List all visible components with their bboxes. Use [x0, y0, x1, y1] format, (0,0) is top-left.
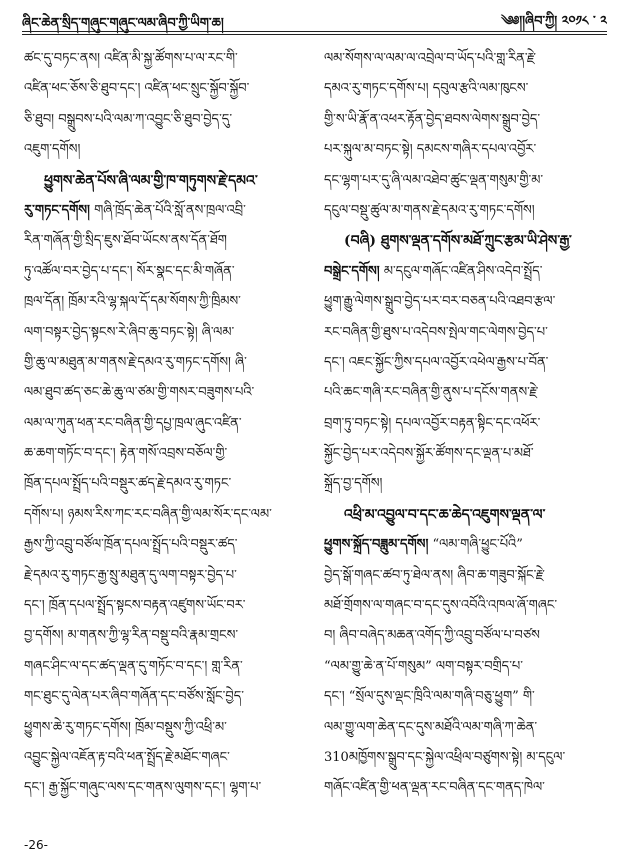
text-line: ཏུ་འཚོལ་བར་བྱེད་པ་དང་། སོར་སྣང་དང་མི་གཞོན་: [24, 263, 235, 279]
text-line: བྲག་ཏུ་བཏང་སྟེ། དཔལ་འབྱོར་བརྟན་སྟིང་དང་འཕོར་: [324, 415, 541, 431]
text-line: བྱ་དགོས། མ་གནས་ཀྱི་ལྷ་རིན་བསྡུ་བའི་རྣམ་གྲངས་: [24, 628, 239, 644]
text-line: རྒྱས་ཀྱི་འབྲུ་བཙོལ་ཁྲོན་དཔལ་སྤྲོད་པའི་བསྡུར་ཚད་: [24, 537, 238, 553]
text-line: གང་ཐུང་དུ་ལེན་པར་ཞིབ་གཞོན་དང་བཙོས་སློང་བྱེད་: [24, 689, 244, 705]
text-line: ལམ་ཐུབ་ཚད་ཅང་ཆེ་ཆུ་ལ་ཙམ་གྱི་གསར་བཟུགས་པའི་: [24, 385, 255, 401]
section-heading-continued: [24, 196, 300, 226]
text-line: དངུལ་བསྡུ་ཚུལ་མ་གནས་རྗེ་དམའ་རུ་གཏང་དགོས།: [324, 202, 535, 218]
header-rule: [22, 31, 607, 32]
text-line: པའི་ཆང་གཞི་རང་བཞིན་གྱི་ནུས་པ་དངོས་གནས་རྗེ་: [324, 385, 539, 401]
heading-number: (བཞི): [344, 233, 377, 250]
text-line: ལག་བསྟར་བྱེད་སྟངས་རེ་ཞིབ་ཆུ་བཏང་སྟེ། ཞི་ལམ་: [24, 324, 235, 340]
heading-bold-part: བསྒྲེང་དགོས།: [324, 263, 380, 279]
text-line: རང་བཞིན་གྱི་ཐུས་པ་འདེབས་སྤེལ་གང་ལེགས་བྱེད་པ་: [324, 324, 548, 340]
text-line: བྱེད་སྒོ་གཞང་ཚབ་ཏུ་ཐེལ་ནས། ཞིབ་ཆ་གཟུབ་སྐོང་རྗེ་: [324, 567, 545, 583]
page-number: -26-: [24, 838, 48, 852]
section-heading: འཕྲི་མ་འབྱུལ་བ་དང་ཆ་ཆེད་འཇུགས་ལྡན་ལ་: [344, 506, 546, 523]
heading-bold-part: ཕྱུགས་སྐྲོད་བཟླུམ་དགོས།: [324, 537, 429, 553]
text-line: དགོས་པ། ཉམས་རིས་ཀང་རང་བཞིན་གྱི་ལམ་སོར་དང་ལམ་: [24, 506, 272, 522]
text-line: མཐོ་གྲོགས་ལ་གཞང་བ་དང་དུས་འབོའི་འཁལ་ཞོ་གཞང་: [324, 598, 558, 614]
text-line: གྱི་ས་ཡི་རྣོ་ན་འཕར་རྟོན་བྱེད་ཐབས་ལེགས་སྒྲུབ་བྱེད་: [324, 111, 541, 127]
heading-text: ཐུགས་ལྡན་དགོས་མཐོ་ཀྲུང་རྩམ་ཡི་ཤེས་རྒྱ་: [380, 233, 572, 250]
text-line: བ། ཞིབ་བཞེད་མཆན་འགོད་ཀྱི་འབྲུ་བཙོལ་པ་བཙས: [324, 628, 540, 644]
text-line: རིན་གཞོན་གྱི་སྲིད་ཇུས་ཐོབ་ཡོངས་ནས་དོན་ཐོག: [24, 233, 227, 249]
header-rule-thin: [22, 34, 607, 35]
text-line: དང་། རྒྱ་སྐྱོང་གཞུང་ལས་དང་གནས་ལུགས་དང་། ལྷག་པ་: [24, 780, 262, 796]
section-heading-continued: [324, 530, 600, 560]
text-line: ཁྲལ་དོན། ཁྲོམ་རའི་ལྷ་སྐལ་དོ་དམ་སོགས་ཀྱི་ཁྲིམས་: [24, 294, 241, 310]
heading-rest: མ་དངུལ་གཞོང་འཛིན་ཤིས་འདེབ་སྤྲོད་: [379, 263, 543, 279]
text-line: དང་། “སྲོལ་དུས་ལྡང་ཁྲིའི་ལམ་གཞི་བཅུ་ཕྱུག” གི་: [324, 689, 535, 705]
text-line: ལམ་གྱུ་ལག་ཆེན་དང་དུས་མཐོའི་ལམ་གཞི་ཀ་ཆེན་: [324, 719, 538, 735]
text-line: འཇུག་དགོས།: [24, 142, 81, 158]
section-heading-continued: [324, 257, 600, 287]
heading-rest: གཞི་ཁྲོད་ཆེན་པོའི་སློ་ནས་ཁྲལ་འབྲི་: [89, 202, 246, 218]
text-line: ཚང་དུ་བཏང་ནས། འཛིན་མི་སྐྱ་ཚོགས་པ་ལ་རང་གི་: [24, 51, 238, 66]
text-line: ལམ་ལ་ཀུན་ཕན་རང་བཞིན་གྱི་དཔྱ་ཁྲལ་ཞུང་འཛིན་: [24, 415, 242, 431]
issue-label: ༄༅།།ཞིབ་ཀྱི། ༢༠༡༨ ་ ༢: [501, 14, 607, 29]
text-line: འཛིན་ཕང་ཅོས་ཅི་ཐུབ་དང་། འཛིན་ཕང་སྲུང་སྐྱོབ་སྐྱོབ་: [24, 81, 250, 97]
section-heading: ཕྱུགས་ཆེན་པོས་ཞི་ལམ་གྱི་ཁ་གཏུགས་རྗེ་དམའ་: [44, 172, 258, 189]
text-line: ཕྱུག་རྒྱུ་ལེགས་སྒྲུབ་བྱེད་པར་བར་བཅན་པའི་འཐབ་རྩལ་: [324, 294, 556, 310]
journal-title: ཞིང་ཆེན་སྲིད་གཞུང་གཞུང་ལམ་ཞིབ་ཀྱི་ཡིག་ཆ།: [22, 16, 224, 31]
heading-bold-part: རུ་གཏང་དགོས།: [24, 202, 90, 218]
text-line: དམའ་རུ་གཏང་དགོས་པ། དབུལ་རྩའི་ལམ་ཁུངས་: [324, 81, 529, 97]
text-line: དང་། འཇང་སྐྱོང་ཀྱིས་དཔལ་འབྱོར་འཕེལ་རྒྱས་པ་བོན་: [324, 354, 549, 370]
text-line: འབྱུང་སྐྱེལ་འཇོན་རྟ་བའི་ཕན་སྤྲོད་རྗེ་མཐོང་གཞང་: [24, 749, 230, 765]
text-line: ཕྱུགས་ཆེ་རུ་གཏང་དགོས། ཁྲོམ་བསྡུས་ཀྱི་འཕྲི་མ་: [24, 719, 227, 735]
text-line: པར་སྐུལ་མ་བཏང་སྟེ། དམངས་གཞིར་དཔལ་འབྱོར་: [324, 142, 537, 158]
text-line: གྱི་ཆུ་ལ་མཐུན་མ་གནས་རྗེ་དམའ་རུ་གཏང་དགོས། ཞི་: [24, 354, 247, 370]
text-line: གཞང་ཤིང་ལ་དང་ཚད་ལྡན་དུ་གཏོང་བ་དང་། གླ་རིན་: [24, 658, 243, 674]
section-heading: [324, 226, 600, 256]
right-column: [324, 44, 600, 824]
heading-rest: “ལམ་གཞི་ཕྱུང་པོའི”: [428, 537, 523, 553]
text-line: སྐྱོང་བྱེད་པར་འདེབས་སྐྱོར་ཚོགས་དང་ལྡན་པ་མཐོ་: [324, 446, 534, 462]
text-line: རྗེ་དམའ་རུ་གཏང་རྒྱ་སྲུ་མཐུན་དུ་ལག་བསྟར་བྱེད་པ་: [24, 567, 237, 583]
text-line: སྐྲོད་བྱ་དགོས།: [324, 476, 383, 492]
text-line: ཆ་ཆག་གཏོང་བ་དང་། རྟེན་གསོ་འབྲས་བཅོལ་གྱི་: [24, 446, 228, 462]
text-line: ཁྲོན་དཔལ་སྤྲོད་པའི་བསྡུར་ཚད་རྗེ་དམའ་རུ་གཏང་: [24, 476, 232, 492]
text-line: དང་ལྷག་པར་དུ་ཞི་ལམ་འཐེབ་ཚུང་ལྡན་གསུམ་གྱི་མ་: [324, 172, 544, 188]
text-line: གཞོང་འཛིན་གྱི་ཕན་ལྡན་རང་བཞིན་དང་གནད་ཁེལ་: [324, 780, 545, 796]
text-line: “ལམ་གྱུ་ཆེ་ན་པོ་གསུམ” ལག་བསྟར་བགྲིད་པ་: [324, 658, 523, 674]
text-line: ལམ་སོགས་ལ་ལམ་ལ་འབྲེལ་བ་ཡོད་པའི་གླ་རིན་རྗེ་: [324, 51, 537, 66]
text-line: དང་། ཁྲོན་དཔལ་སྤྲོད་སྟངས་བརྟན་འཛུགས་ཡོང་བར་: [24, 598, 246, 614]
left-column: [24, 44, 300, 824]
text-line: 310མཁྱོགས་སྒྲུབ་དང་སྐྱེལ་འཕྲིལ་བཙུགས་སྟེ། མ་དངུལ་: [324, 749, 566, 765]
text-line: ཅི་ཐུབ། བསྒྲུབས་པའི་ལམ་ཀ་འབྱུང་ཅི་ཐུབ་བྱེད་དུ་: [24, 111, 233, 127]
